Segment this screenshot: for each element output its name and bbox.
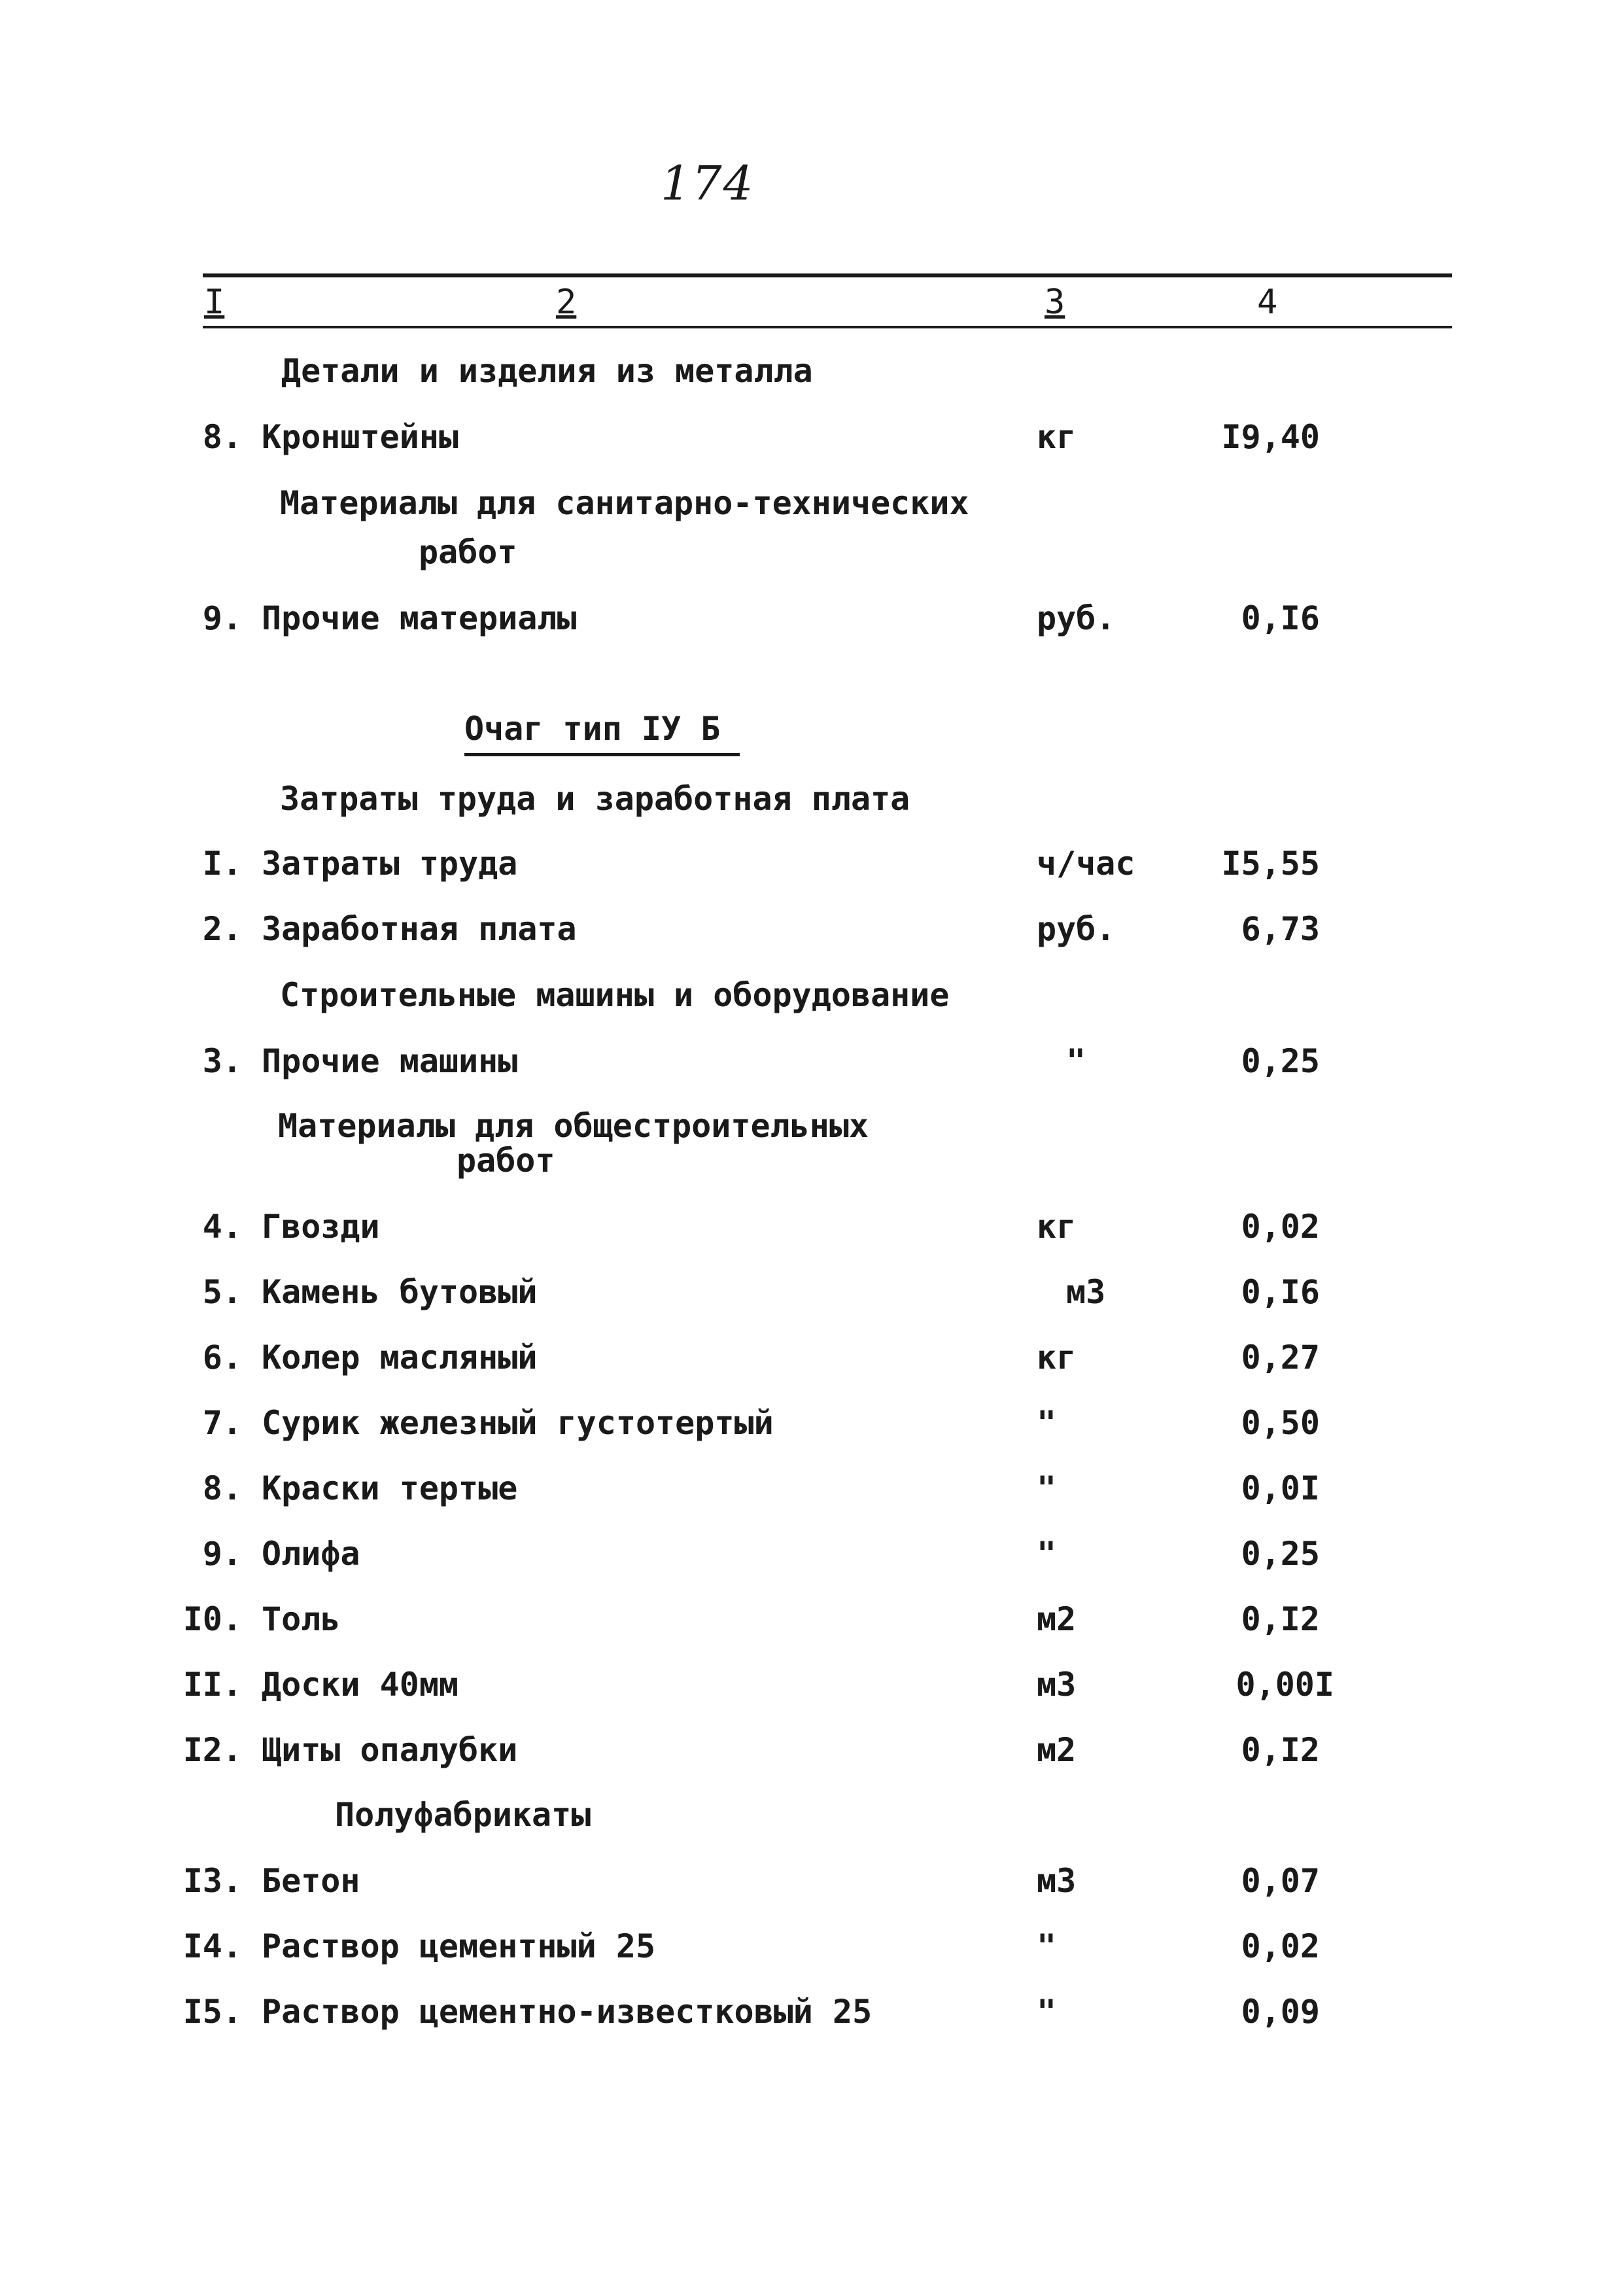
row-value: 0,00I [1235,1666,1334,1704]
row-value: 0,09 [1241,1993,1320,2031]
row-value: 0,I6 [1241,599,1320,637]
row-unit: м3 [1066,1273,1106,1311]
row-number: 7. [202,1404,242,1442]
table-row [0,844,1624,890]
row-name: Доски 40мм [262,1666,459,1704]
row-name: Заработная плата [262,910,577,948]
section-labor: Затраты труда и заработная плата [280,780,910,818]
row-number: I0. [182,1600,242,1638]
table-row [0,1927,1624,1972]
table-row [0,1042,1624,1087]
section-sanitary-materials: Материалы для санитарно-технических [280,484,969,522]
row-unit: " [1037,1404,1057,1442]
table-row [0,1207,1624,1253]
row-name: Краски тертые [262,1469,518,1507]
row-number: 4. [202,1208,242,1246]
table-row [0,1665,1624,1711]
row-name: Затраты труда [262,845,518,883]
row-value: 0,50 [1241,1404,1320,1442]
row-value: 0,07 [1241,1862,1320,1900]
row-unit: " [1066,1042,1086,1080]
row-value: 0,0I [1241,1469,1320,1507]
row-value: 0,I2 [1241,1600,1320,1638]
table-row [0,1534,1624,1580]
row-name: Бетон [262,1862,360,1900]
table-row [0,1338,1624,1384]
row-number: I. [202,845,242,883]
row-unit: " [1037,1535,1057,1573]
table-row [0,417,1624,463]
row-value: 6,73 [1241,910,1320,948]
row-value: 0,25 [1241,1535,1320,1573]
row-number: 8. [202,418,242,456]
row-name: Колер масляный [262,1339,538,1376]
row-number: I5. [182,1993,242,2031]
table-row [0,909,1624,955]
table-top-rule [203,273,1452,277]
row-unit: " [1037,1927,1057,1965]
section-semi-finished: Полуфабрикаты [335,1796,591,1834]
block-title: Очаг тип IУ Б [464,710,740,756]
row-number: I3. [182,1862,242,1900]
row-name: Кронштейны [262,418,459,456]
table-row [0,1403,1624,1449]
row-value: 0,25 [1241,1042,1320,1080]
row-unit: м3 [1037,1666,1077,1704]
row-value: 0,I2 [1241,1731,1320,1769]
table-row [0,1469,1624,1515]
row-name: Щиты опалубки [262,1731,518,1769]
section-machines: Строительные машины и оборудование [280,976,950,1014]
row-number: II. [182,1666,242,1704]
row-unit: руб. [1037,910,1116,948]
row-number: I2. [182,1731,242,1769]
row-value: 0,02 [1241,1927,1320,1965]
row-number: I4. [182,1927,242,1965]
column-header-3: 3 [1045,283,1065,322]
table-row [0,599,1624,644]
row-value: I5,55 [1221,845,1320,883]
row-unit: " [1037,1993,1057,2031]
row-number: 6. [202,1339,242,1376]
row-value: 0,I6 [1241,1273,1320,1311]
table-header-rule [203,326,1452,328]
row-value: 0,02 [1241,1208,1320,1246]
row-name: Гвозди [262,1208,380,1246]
row-name: Камень бутовый [262,1273,538,1311]
row-unit: руб. [1037,599,1116,637]
row-name: Сурик железный густотертый [262,1404,774,1442]
row-name: Раствор цементный 25 [262,1927,656,1965]
row-unit: ч/час [1037,845,1135,883]
row-name: Раствор цементно-известковый 25 [262,1993,872,2031]
row-unit: м2 [1037,1731,1077,1769]
row-unit: м2 [1037,1600,1077,1638]
row-number: 3. [202,1042,242,1080]
table-row [0,1600,1624,1645]
column-header-2: 2 [556,283,577,322]
row-number: 2. [202,910,242,948]
row-value: I9,40 [1221,418,1320,456]
table-row [0,1272,1624,1318]
row-name: Толь [262,1600,341,1638]
row-name: Прочие машины [262,1042,518,1080]
row-unit: " [1037,1469,1057,1507]
row-value: 0,27 [1241,1339,1320,1376]
section-general-materials-cont: работ [457,1142,555,1180]
row-number: 5. [202,1273,242,1311]
row-unit: м3 [1037,1862,1077,1900]
row-number: 9. [202,599,242,637]
row-number: 8. [202,1469,242,1507]
row-unit: кг [1037,1339,1077,1376]
row-number: 9. [202,1535,242,1573]
page-number: 174 [661,156,755,211]
column-header-4: 4 [1257,283,1278,322]
table-row [0,1992,1624,2038]
row-unit: кг [1037,1208,1077,1246]
table-row [0,1861,1624,1907]
section-sanitary-materials-cont: работ [419,533,517,571]
section-metal-parts: Детали и изделия из металла [281,352,813,390]
table-row [0,1730,1624,1776]
column-header-1: I [204,283,225,322]
section-general-materials: Материалы для общестроительных [278,1107,869,1145]
row-name: Прочие материалы [262,599,577,637]
row-name: Олифа [262,1535,360,1573]
row-unit: кг [1037,418,1077,456]
